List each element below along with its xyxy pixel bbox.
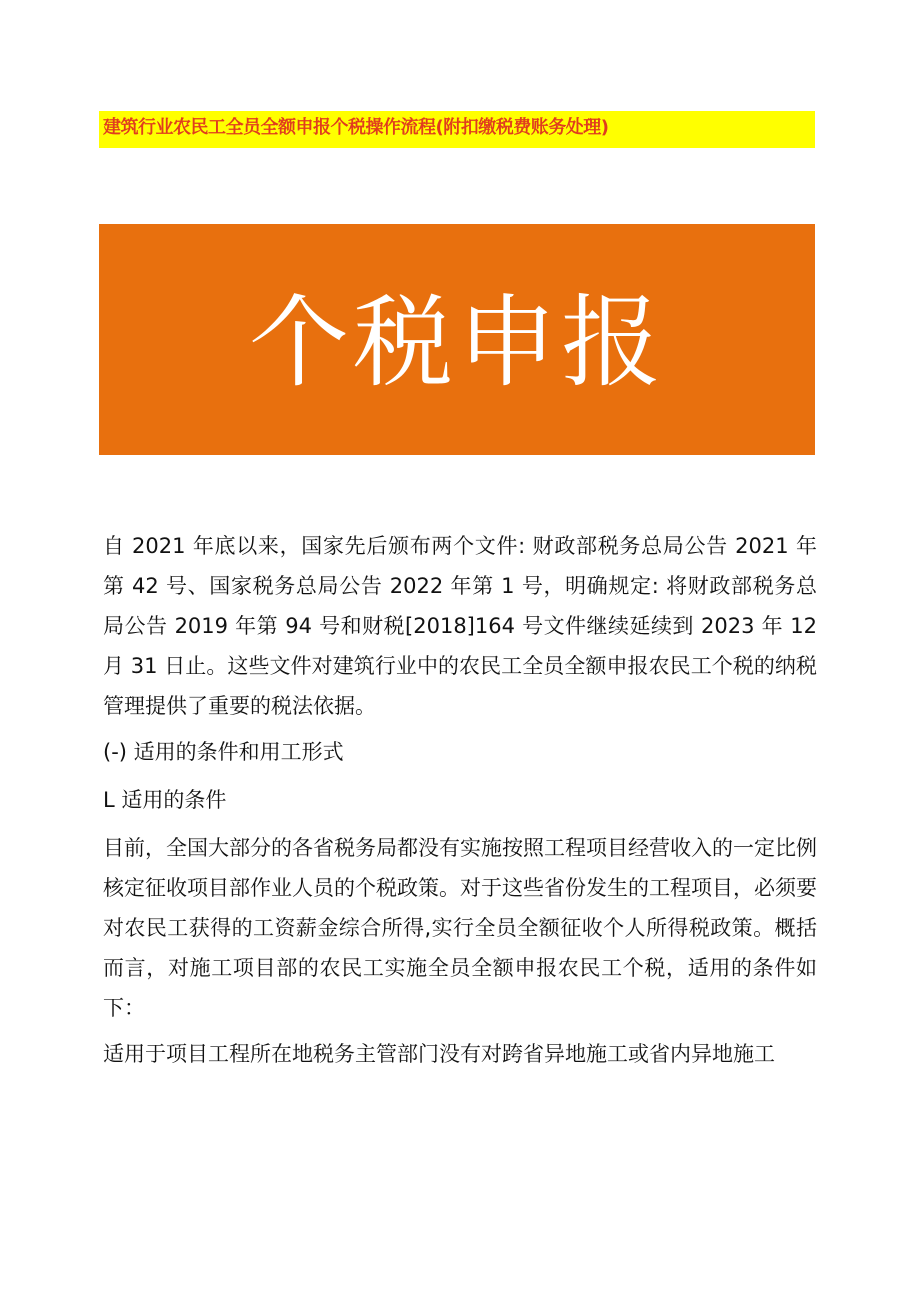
document-body (103, 526, 817, 1080)
paragraph-intro: 自 2021 年底以来，国家先后颁布两个文件: 财政部税务总局公告 2021 年第 42 号、国家税务总局公告 2022 年第 1 号，明确规定: 将财政部税务总局公告 2019 年第 94 号和财税[2018]164 号文件继续延续到 2023 年 12 月 31 日止。这些文件对建筑行业中的农民工全员全额申报农民工个税的纳税管理提供了重要的税法依据。 (103, 534, 817, 718)
banner-text: 个税申报 (249, 283, 665, 401)
banner (99, 224, 815, 455)
document-title: 建筑行业农民工全员全额申报个税操作流程(附扣缴税费账务处理) (103, 117, 609, 138)
paragraph-applicable: 适用于项目工程所在地税务主管部门没有对跨省异地施工或省内异地施工 (103, 1042, 775, 1066)
subsection-heading: L 适用的条件 (103, 788, 227, 812)
paragraph-conditions: 目前，全国大部分的各省税务局都没有实施按照工程项目经营收入的一定比例核定征收项目部作业人员的个税政策。对于这些省份发生的工程项目，必须要对农民工获得的工资薪金综合所得,实行全员全额征收个人所得税政策。概括而言，对施工项目部的农民工实施全员全额申报农民工个税，适用的条件如下： (103, 836, 817, 1020)
section-heading: (-) 适用的条件和用工形式 (103, 740, 344, 764)
document-title-bar (99, 111, 815, 148)
